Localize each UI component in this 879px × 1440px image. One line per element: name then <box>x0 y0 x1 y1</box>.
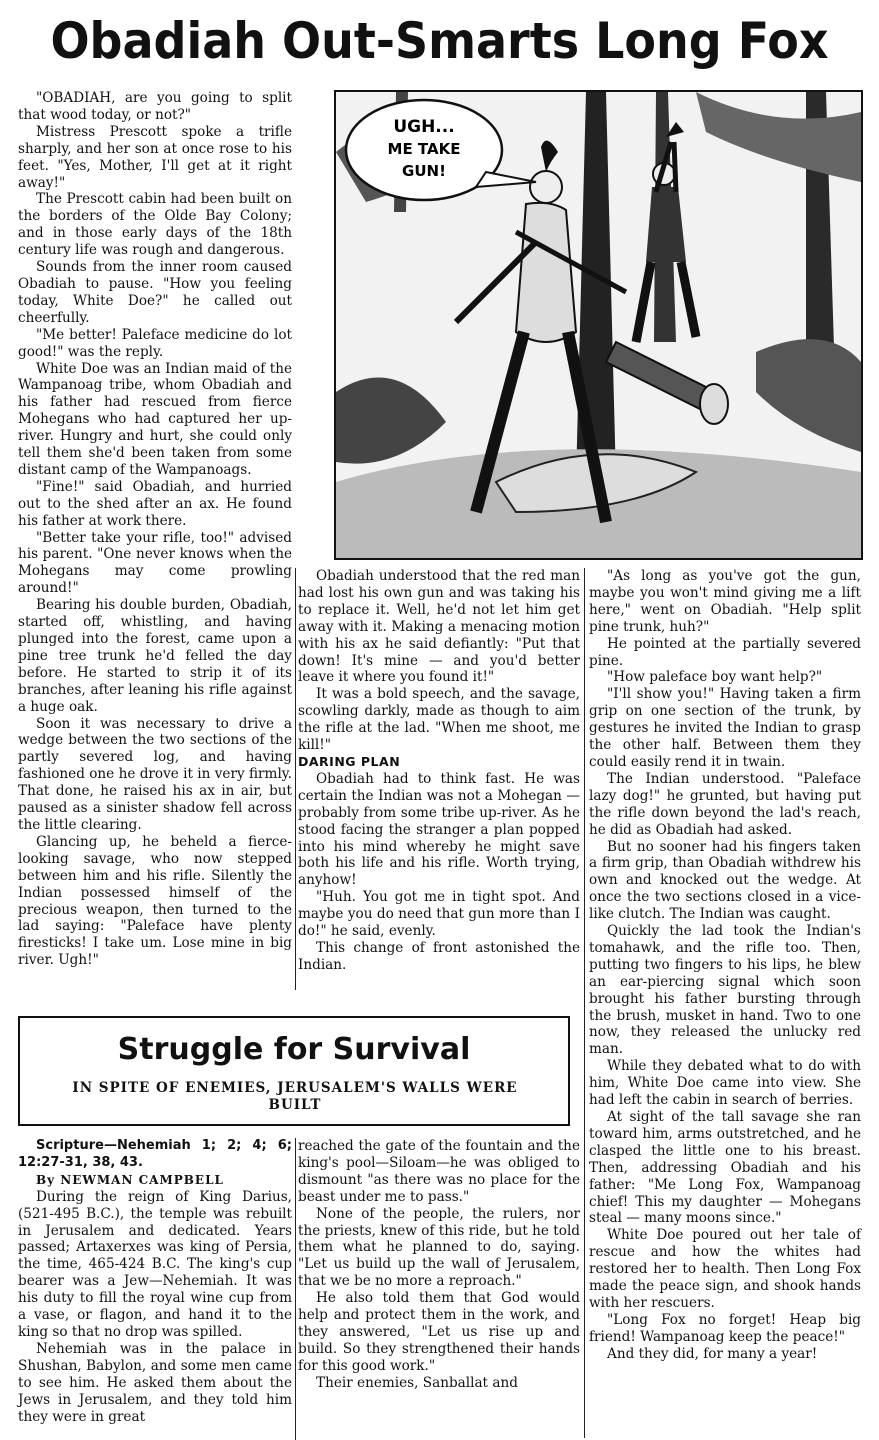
story-illustration <box>334 90 863 560</box>
paragraph: Glancing up, he beheld a fierce-looking savage, who now stepped between him and his rifle. Silently the Indian possessed himself of the precious weapon, then turned to the lad saying: "Paleface have plenty firesticks! I take um. Lose mine in big river. Ugh!" <box>18 833 292 969</box>
paragraph: "Huh. You got me in tight spot. And maybe you do need that gun more than I do!" he said, evenly. <box>298 889 580 940</box>
lesson-subtitle: IN SPITE OF ENEMIES, JERUSALEM'S WALLS WERE BUILT <box>72 1080 518 1113</box>
paragraph: "Long Fox no forget! Heap big friend! Wampanoag keep the peace!" <box>589 1311 861 1345</box>
paragraph: Their enemies, Sanballat and <box>316 1374 518 1391</box>
paragraph: During the reign of King Darius, (521-495 B.C.), the temple was rebuilt in Jerusalem and dedicated. Years passed; Artaxerxes was king of Persia, the time, 465-424 B.C. The king's cup bearer was a Jew—Nehemiah. It was his duty to fill the royal wine cup from a vase, or flagon, and hand it to the king so that no drop was spilled. <box>18 1188 292 1340</box>
lesson-header-box <box>18 1016 570 1126</box>
paragraph: Mistress Prescott spoke a trifle sharply, and her son at once rose to his feet. "Yes, Mother, I'll get at it right away!" <box>18 123 292 191</box>
scripture-reference: Scripture—Nehemiah 1; 2; 4; 6; 12:27-31, 38, 43. <box>18 1138 292 1170</box>
paragraph: reached the gate of the fountain and the king's pool—Siloam—he was obliged to dismount "as there was no place for the beast under me to pass." <box>298 1138 580 1205</box>
paragraph: White Doe poured out her tale of rescue and how the whites had restored her to health. Then Long Fox made the peace sign, and shook hands with her rescuers. <box>589 1227 861 1311</box>
headline: Obadiah Out-Smarts Long Fox <box>50 12 829 70</box>
paragraph: Quickly the lad took the Indian's tomahawk, and the rifle too. Then, putting two fingers to his lips, he blew an ear-piercing signal which soon brought his father bursting through the brush, musket in hand. Two to one now, they released the unlucky red man. <box>589 923 861 1058</box>
paragraph: Soon it was necessary to drive a wedge between the two sections of the partly severed log, and having fashioned one he drove it in very firmly. That done, he raised his ax in air, but paused as a sinister shadow fell across the little clearing. <box>18 715 292 833</box>
story-column-2 <box>298 568 580 974</box>
forest-scene-illustration <box>336 92 861 558</box>
paragraph: At sight of the tall savage she ran toward him, arms outstretched, and he clasped the little one to his breast. Then, addressing Obadiah and his father: "Me Long Fox, Wampanoag chief! This my daughter — Mohegans steal — many moons since." <box>589 1109 861 1227</box>
paragraph: And they did, for many a year! <box>607 1345 818 1362</box>
paragraph: Obadiah had to think fast. He was certain the Indian was not a Mohegan — probably from some tribe up-river. As he stood facing the stranger a plan popped into his mind whereby he might save both his life and his rifle. Worth trying, anyhow! <box>298 770 580 889</box>
column-rule <box>295 568 296 990</box>
paragraph: None of the people, the rulers, nor the priests, knew of this ride, but he told them what he planned to do, saying. "Let us build up the wall of Jerusalem, that we be no more a reproach." <box>298 1205 580 1290</box>
paragraph: The Prescott cabin had been built on the borders of the Olde Bay Colony; and in those early days of the 18th century life was rough and dangerous. <box>18 191 292 259</box>
speech-text-line: GUN! <box>402 162 446 180</box>
paragraph: "As long as you've got the gun, maybe you won't mind giving me a lift here," went on Obadiah. "Help split pine trunk, huh?" <box>589 568 861 635</box>
paragraph: The Indian understood. "Paleface lazy dog!" he grunted, but having put the rifle down beyond the lad's reach, he did as Obadiah had asked. <box>589 770 861 838</box>
paragraph: This change of front astonished the Indian. <box>298 939 580 973</box>
paragraph: While they debated what to do with him, White Doe came into view. She had left the cabin in search of berries. <box>589 1058 861 1109</box>
paragraph: Bearing his double burden, Obadiah, started off, whistling, and having plunged into the forest, came upon a pine tree trunk he'd felled the day before. He started to strip it of its branches, after leaning his rifle against a huge oak. <box>18 597 292 715</box>
speech-text-line: UGH... <box>393 117 455 137</box>
speech-text-line: ME TAKE <box>387 140 461 158</box>
story-column-1 <box>18 90 292 969</box>
column-rule <box>295 1138 296 1440</box>
paragraph: "OBADIAH, are you going to split that wood today, or not?" <box>18 90 292 123</box>
paragraph: Sounds from the inner room caused Obadiah to pause. "How you feeling today, White Doe?" he called out cheerfully. <box>18 259 292 326</box>
story-column-3 <box>589 568 861 1363</box>
paragraph: It was a bold speech, and the savage, scowling darkly, made as though to aim the rifle at the lad. "When me shoot, me kill!" <box>298 686 580 754</box>
paragraph: "Fine!" said Obadiah, and hurried out to the shed after an ax. He found his father at work there. <box>18 478 292 529</box>
paragraph: "Better take your rifle, too!" advised his parent. "One never knows when the Mohegans may come prowling around!" <box>18 529 292 597</box>
paragraph: "I'll show you!" Having taken a firm grip on one section of the trunk, by gestures he invited the Indian to grasp the other half. Between them they could easily rend it in twain. <box>589 686 861 770</box>
paragraph: But no sooner had his fingers taken a firm grip, than Obadiah withdrew his own and knocked out the wedge. At once the two sections closed in a vice-like clutch. The Indian was caught. <box>589 838 861 923</box>
lesson-column-2 <box>298 1138 580 1392</box>
lesson-title: Struggle for Survival <box>117 1032 471 1067</box>
lesson-column-1 <box>18 1138 292 1425</box>
paragraph: White Doe was an Indian maid of the Wampanoag tribe, whom Obadiah and his father had rescued from fierce Mohegans who had captured her up-river. Hungry and hurt, she could only tell them she'd been taken from some distant camp of the Wampanoags. <box>18 360 292 478</box>
paragraph: "Me better! Paleface medicine do lot good!" was the reply. <box>18 326 292 360</box>
column-rule <box>584 568 585 1438</box>
subhead: DARING PLAN <box>298 753 401 769</box>
paragraph: "How paleface boy want help?" <box>607 669 823 686</box>
paragraph: Nehemiah was in the palace in Shushan, Babylon, and some men came to see him. He asked them about the Jews in Jerusalem, and they told him they were in great <box>18 1340 292 1425</box>
paragraph: He pointed at the partially severed pine. <box>589 635 861 669</box>
paragraph: Obadiah understood that the red man had lost his own gun and was taking his to replace it. Well, he'd not let him get away with it. Making a menacing motion with his ax he said defiantly: "Put that down! It's mine — and you'd better leave it where you found it!" <box>298 568 580 686</box>
paragraph: He also told them that God would help and protect them in the work, and they answered, "Let us rise up and build. So they strengthened their hands for this good work." <box>298 1290 580 1374</box>
byline: By NEWMAN CAMPBELL <box>36 1172 224 1187</box>
